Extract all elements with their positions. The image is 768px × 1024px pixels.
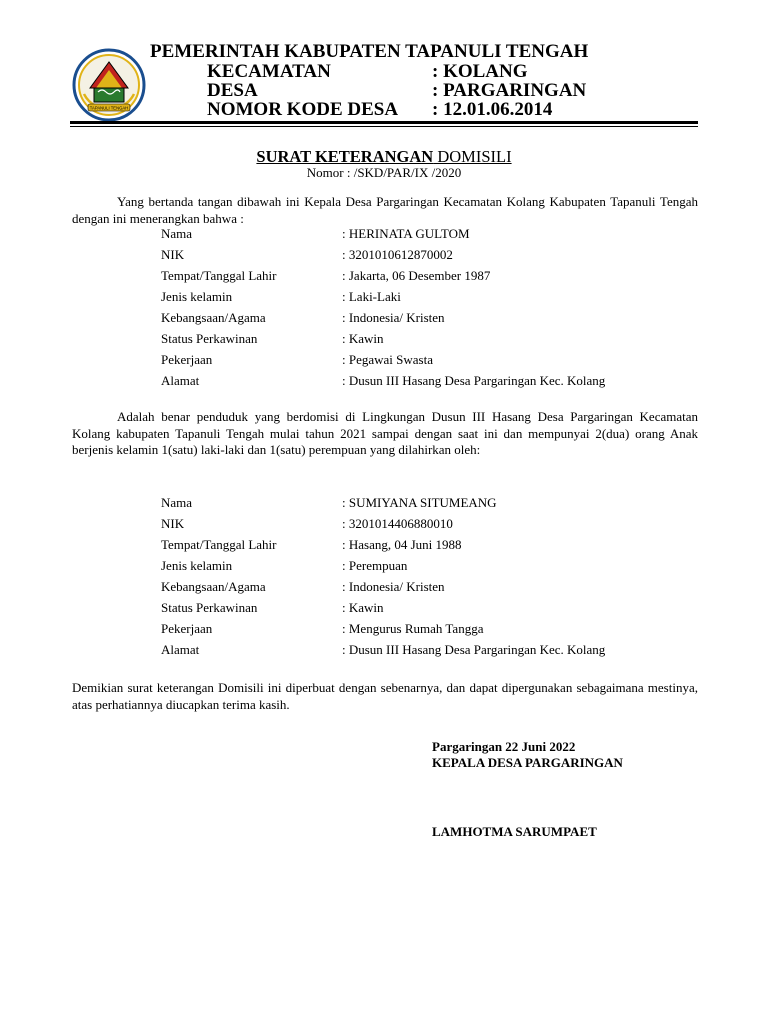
field-value: : Indonesia/ Kristen [342, 579, 445, 594]
signature-place-date: Pargaringan 22 Juni 2022 [432, 739, 576, 754]
field-row-nationality-religion [161, 576, 681, 597]
field-row-marital-status [161, 328, 681, 349]
intro-paragraph: Yang bertanda tangan dibawah ini Kepala Desa Pargaringan Kecamatan Kolang Kabupaten Tapanuli Tengah dengan ini menerangkan bahwa : [72, 194, 698, 226]
field-value: : 3201010612870002 [342, 247, 453, 262]
field-label: Kebangsaan/Agama [161, 579, 266, 594]
document-title-rest: DOMISILI [433, 147, 512, 166]
regency-emblem-logo [72, 48, 146, 122]
field-row-address [161, 370, 681, 391]
letterhead-label-kecamatan: KECAMATAN [207, 61, 331, 82]
letterhead-value-kode-desa: : 12.01.06.2014 [432, 99, 553, 120]
field-label: Tempat/Tanggal Lahir [161, 268, 277, 283]
field-row-birth [161, 265, 681, 286]
field-row-name [161, 223, 681, 244]
field-label: Tempat/Tanggal Lahir [161, 537, 277, 552]
field-label: Jenis kelamin [161, 289, 233, 304]
field-label: Kebangsaan/Agama [161, 310, 266, 325]
field-value: : Indonesia/ Kristen [342, 310, 445, 325]
field-label: Status Perkawinan [161, 331, 258, 346]
signature-position: KEPALA DESA PARGARINGAN [432, 755, 623, 770]
document-title [0, 147, 768, 167]
field-value: : Dusun III Hasang Desa Pargaringan Kec. Kolang [342, 642, 606, 657]
field-label: Jenis kelamin [161, 558, 233, 573]
field-label: Nama [161, 495, 193, 510]
field-value: : Pegawai Swasta [342, 352, 433, 367]
field-value: : Laki-Laki [342, 289, 401, 304]
field-value: : Kawin [342, 331, 384, 346]
field-value: : Mengurus Rumah Tangga [342, 621, 484, 636]
field-value: : HERINATA GULTOM [342, 226, 470, 241]
letterhead-divider-thick [70, 121, 698, 124]
field-row-address [161, 639, 681, 660]
field-value: : 3201014406880010 [342, 516, 453, 531]
field-label: Nama [161, 226, 193, 241]
field-label: Status Perkawinan [161, 600, 258, 615]
document-title-main: SURAT KETERANGAN [256, 147, 434, 166]
field-value: : SUMIYANA SITUMEANG [342, 495, 497, 510]
letterhead-label-kode-desa: NOMOR KODE DESA [207, 99, 399, 120]
field-row-birth [161, 534, 681, 555]
field-row-occupation [161, 349, 681, 370]
field-label: Pekerjaan [161, 621, 213, 636]
signatory-name: LAMHOTMA SARUMPAET [432, 824, 597, 839]
field-value: : Dusun III Hasang Desa Pargaringan Kec. Kolang [342, 373, 606, 388]
closing-paragraph: Demikian surat keterangan Domisili ini diperbuat dengan sebenarnya, dan dapat dipergunakan sebagaimana mestinya, atas perhatiannya diucapkan terima kasih. [72, 680, 698, 712]
field-value: : Kawin [342, 600, 384, 615]
field-row-occupation [161, 618, 681, 639]
field-row-nik [161, 244, 681, 265]
field-row-gender [161, 286, 681, 307]
document-number: Nomor : /SKD/PAR/IX /2020 [306, 165, 462, 180]
field-value: : Jakarta, 06 Desember 1987 [342, 268, 491, 283]
letterhead-value-desa: : PARGARINGAN [432, 80, 587, 101]
field-row-marital-status [161, 597, 681, 618]
logo-banner-text: TAPANULI TENGAH [89, 105, 129, 111]
field-label: Alamat [161, 373, 200, 388]
letterhead-label-desa: DESA [207, 80, 258, 101]
field-label: NIK [161, 516, 185, 531]
field-row-nationality-religion [161, 307, 681, 328]
letterhead-title: PEMERINTAH KABUPATEN TAPANULI TENGAH [150, 41, 589, 62]
letterhead-divider-thin [70, 126, 698, 127]
field-label: Pekerjaan [161, 352, 213, 367]
field-row-gender [161, 555, 681, 576]
statement-paragraph: Adalah benar penduduk yang berdomisi di Lingkungan Dusun III Hasang Desa Pargaringan Kecamatan Kolang kabupaten Tapanuli Tengah mulai tahun 2021 sampai dengan saat ini dan mempunyai 2(dua) orang Anak berjenis kelamin 1(satu) laki-laki dan 1(satu) perempuan yang dilahirkan oleh: [72, 409, 698, 457]
field-row-nik [161, 513, 681, 534]
field-value: : Perempuan [342, 558, 408, 573]
field-row-name [161, 492, 681, 513]
field-value: : Hasang, 04 Juni 1988 [342, 537, 462, 552]
field-label: NIK [161, 247, 185, 262]
person-details-mother [161, 492, 681, 660]
person-details-head-of-household [161, 223, 681, 391]
field-label: Alamat [161, 642, 200, 657]
letterhead-value-kecamatan: : KOLANG [432, 61, 528, 82]
